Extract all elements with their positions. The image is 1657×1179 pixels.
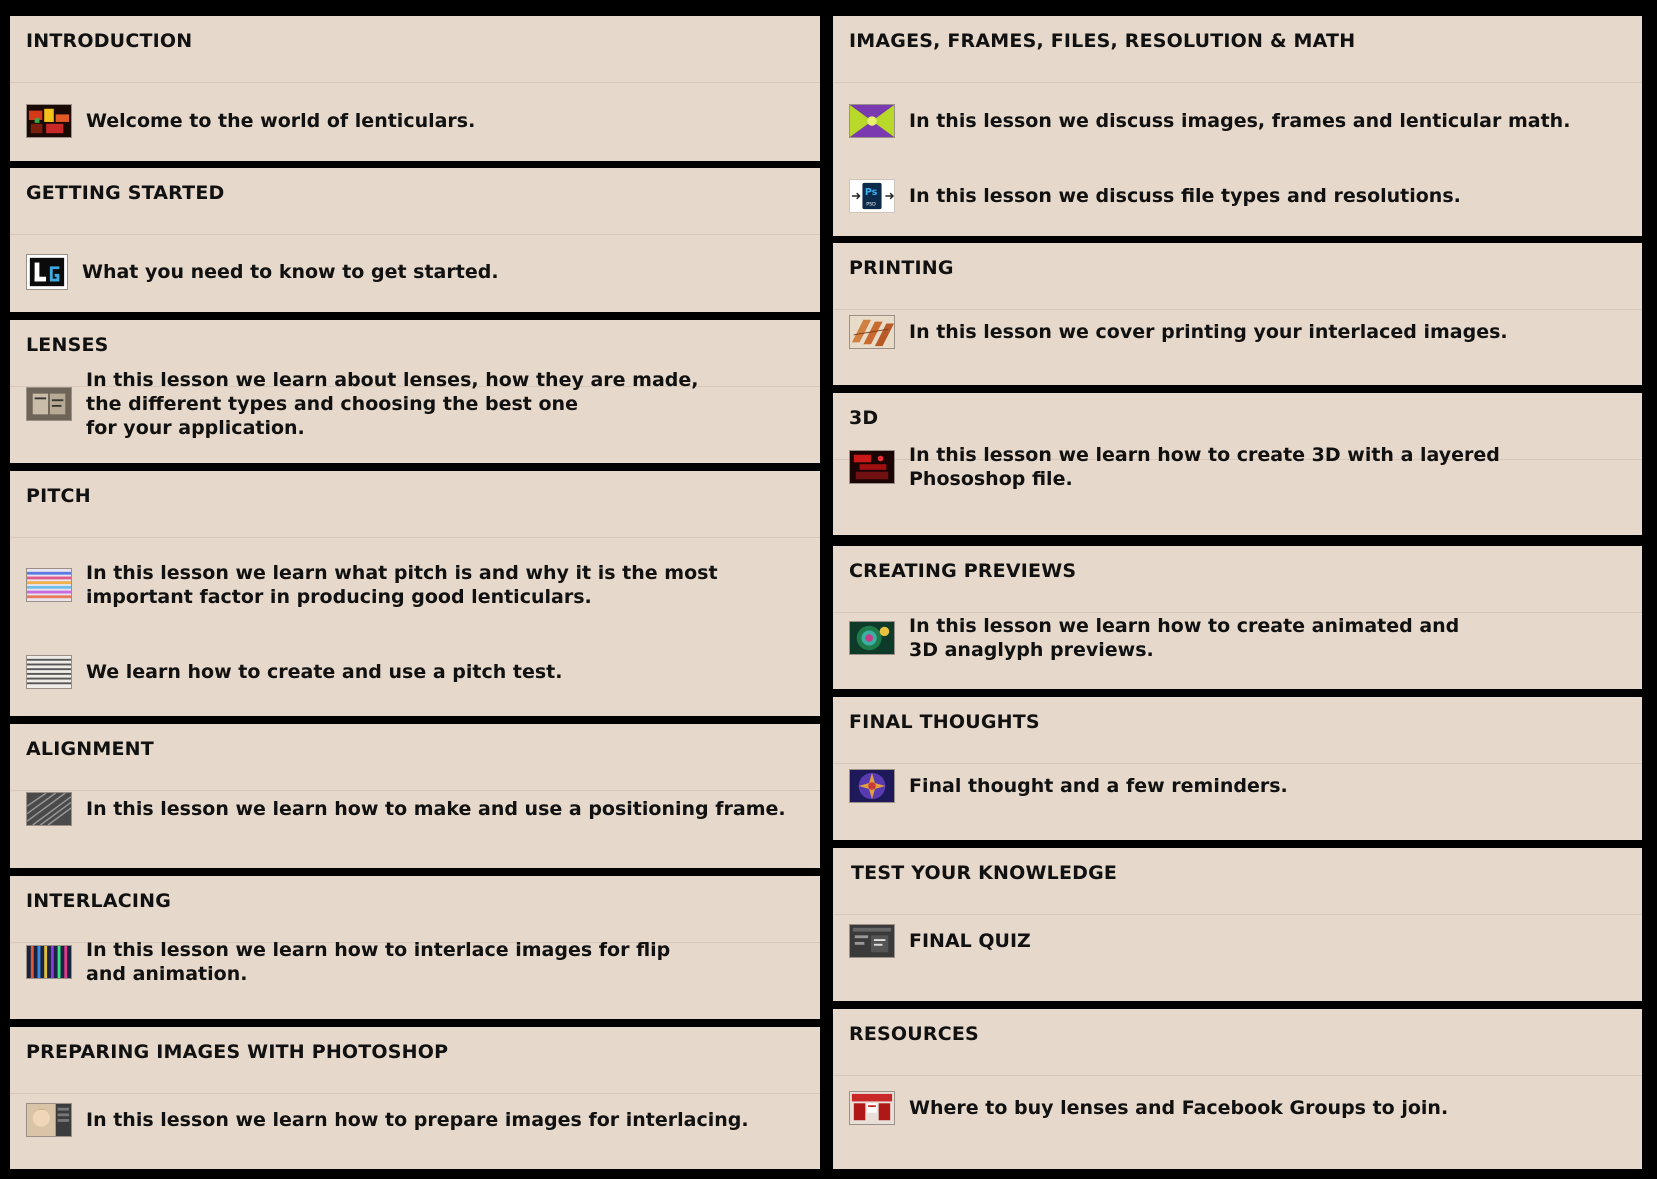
lesson-item[interactable] <box>849 769 1632 803</box>
divider <box>833 82 1642 83</box>
lesson-item[interactable] <box>26 655 810 689</box>
pitch-test-lines-thumbnail <box>26 655 72 689</box>
svg-text:PSD: PSD <box>866 202 876 208</box>
lesson-text: In this lesson we learn about lenses, how they are made, the different types and choosing the best one for your application. <box>86 369 699 439</box>
lesson-text: In this lesson we learn how to prepare images for interlacing. <box>86 1109 749 1131</box>
lesson-item[interactable] <box>26 368 810 440</box>
divider <box>10 537 820 538</box>
lesson-text: Welcome to the world of lenticulars. <box>86 110 476 132</box>
section-creating-previews <box>833 546 1642 689</box>
lesson-text: We learn how to create and use a pitch test. <box>86 661 563 683</box>
divider <box>833 1075 1642 1076</box>
section-title: PRINTING <box>849 257 954 279</box>
printed-sheets-thumbnail <box>849 315 895 349</box>
section-title: CREATING PREVIEWS <box>849 560 1077 582</box>
lesson-text: In this lesson we learn how to make and use a positioning frame. <box>86 798 786 820</box>
section-title: ALIGNMENT <box>26 738 154 760</box>
lesson-text: In this lesson we learn how to create animated and 3D anaglyph previews. <box>909 615 1460 661</box>
lesson-item[interactable] <box>26 792 810 826</box>
section-lenses <box>10 320 820 463</box>
divider <box>10 82 820 83</box>
lesson-item[interactable] <box>849 104 1632 138</box>
lesson-text: What you need to know to get started. <box>82 261 499 283</box>
divider <box>833 612 1642 613</box>
section-introduction <box>10 16 820 161</box>
quiz-screen-thumbnail <box>849 924 895 958</box>
lenticular-sample-thumbnail <box>26 104 72 138</box>
lesson-text: In this lesson we learn what pitch is and why it is the most important factor in producing good lenticulars. <box>86 562 718 608</box>
lesson-text: Final thought and a few reminders. <box>909 775 1288 797</box>
lesson-text: In this lesson we discuss images, frames and lenticular math. <box>909 110 1571 132</box>
rainbow-pitch-thumbnail <box>26 568 72 602</box>
lesson-item[interactable] <box>849 443 1632 491</box>
section-title: GETTING STARTED <box>26 182 225 204</box>
lesson-text: In this lesson we discuss file types and resolutions. <box>909 185 1461 207</box>
section-title: PREPARING IMAGES WITH PHOTOSHOP <box>26 1041 449 1063</box>
interlaced-image-thumbnail <box>26 945 72 979</box>
section-test-your-knowledge <box>833 848 1642 1001</box>
divider <box>10 790 820 791</box>
peacock-preview-thumbnail <box>849 621 895 655</box>
section-images-frames <box>833 16 1642 236</box>
lesson-item[interactable] <box>849 315 1632 349</box>
lesson-item[interactable] <box>26 1103 810 1137</box>
divider <box>833 763 1642 764</box>
lesson-text: In this lesson we learn how to interlace images for flip and animation. <box>86 939 671 985</box>
section-title: 3D <box>849 407 879 429</box>
section-pitch <box>10 471 820 716</box>
lesson-item[interactable] <box>849 179 1632 213</box>
section-alignment <box>10 724 820 868</box>
divider <box>833 914 1642 915</box>
lesson-text: In this lesson we cover printing your interlaced images. <box>909 321 1508 343</box>
section-interlacing <box>10 876 820 1019</box>
lesson-item[interactable] <box>26 938 810 986</box>
lesson-text: Where to buy lenses and Facebook Groups to join. <box>909 1097 1449 1119</box>
lesson-item[interactable] <box>849 924 1632 958</box>
section-title: PITCH <box>26 485 91 507</box>
section-title: TEST YOUR KNOWLEDGE <box>851 862 1118 884</box>
section-preparing-images <box>10 1027 820 1169</box>
lesson-item[interactable] <box>849 614 1632 662</box>
svg-text:Ps: Ps <box>864 187 878 199</box>
section-getting-started <box>10 168 820 312</box>
divider <box>833 309 1642 310</box>
storefront-thumbnail <box>849 1091 895 1125</box>
photoshop-portrait-thumbnail <box>26 1103 72 1137</box>
section-title: INTRODUCTION <box>26 30 193 52</box>
kaleidoscope-frames-thumbnail <box>849 104 895 138</box>
divider <box>10 1093 820 1094</box>
section-final-thoughts <box>833 697 1642 840</box>
section-3d <box>833 393 1642 535</box>
section-resources <box>833 1009 1642 1169</box>
lesson-item[interactable] <box>26 104 810 138</box>
lens-sheet-thumbnail <box>26 387 72 421</box>
lesson-text: FINAL QUIZ <box>909 930 1031 952</box>
mandala-thumbnail <box>849 769 895 803</box>
red-3d-thumbnail <box>849 450 895 484</box>
section-title: INTERLACING <box>26 890 172 912</box>
lesson-item[interactable] <box>26 254 810 290</box>
section-title: FINAL THOUGHTS <box>849 711 1040 733</box>
divider <box>10 234 820 235</box>
lesson-item[interactable] <box>849 1091 1632 1125</box>
section-title: RESOURCES <box>849 1023 979 1045</box>
section-printing <box>833 243 1642 385</box>
lg-logo-thumbnail <box>26 254 68 290</box>
section-title: IMAGES, FRAMES, FILES, RESOLUTION & MATH <box>849 30 1356 52</box>
section-title: LENSES <box>26 334 109 356</box>
positioning-frame-thumbnail <box>26 792 72 826</box>
lesson-text: In this lesson we learn how to create 3D with a layered Phososhop file. <box>909 444 1500 490</box>
psd-file-icon <box>849 179 895 213</box>
lesson-item[interactable] <box>26 561 810 609</box>
